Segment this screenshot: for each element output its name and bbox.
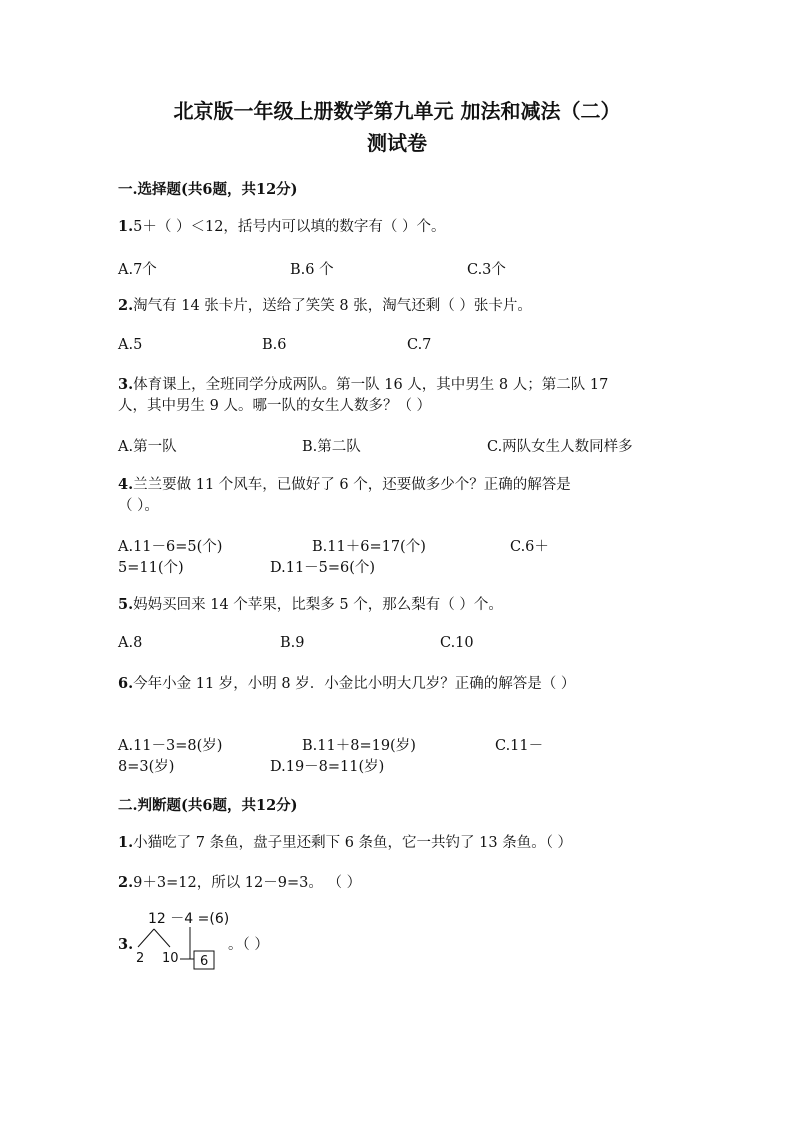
branch-line-right [154,929,170,947]
option-c: C.两队女生人数同样多 [487,439,633,455]
option-b: B.第二队 [302,439,361,455]
question-text: 5＋（ ）＜12，括号内可以填的数字有（ ）个。 [133,219,446,235]
question-number: 1. [118,218,134,235]
option-b: B.6 个 [290,262,334,278]
page-subtitle: 测试卷 [367,131,427,155]
question-text: 体育课上，全班同学分成两队。第一队 16 人，其中男生 8 人；第二队 17 [133,377,609,393]
diagram-right-part: 10 [162,951,179,966]
page-title: 北京版一年级上册数学第九单元 加法和减法（二） [173,99,621,123]
option-d: D.11－5=6(个) [270,560,376,576]
question-text: 兰兰要做 11 个风车，已做好了 6 个，还要做多少个？正确的解答是 [133,477,571,493]
question-5 [118,594,503,616]
diagram-top-expression: 12 －4 =(6) [148,911,230,927]
option-c: C.11－ [495,738,544,754]
section-heading-judgement: 二.判断题(共6题，共12分) [118,797,298,814]
judge-question-1 [118,832,572,854]
option-c: C.3个 [467,262,506,278]
option-a: A.7个 [118,262,157,278]
question-number: 6. [118,675,134,692]
question-number: 5. [118,596,134,613]
option-c: C.6＋ [510,539,549,555]
option-b: B.11＋8=19(岁) [302,738,416,754]
question-3-line2: 人，其中男生 9 人。哪一队的女生人数多？（ ） [118,398,432,414]
question-1 [118,216,446,238]
question-number: 3. [118,376,134,393]
option-b: B.11＋6=17(个) [312,539,426,555]
question-text: 妈妈买回来 14 个苹果，比梨多 5 个，那么梨有（ ）个。 [133,597,503,613]
option-c-cont: 8=3(岁) [118,759,175,775]
question-number: 2. [118,874,134,891]
option-a: A.第一队 [118,439,177,455]
question-3 [118,374,608,396]
question-text: 淘气有 14 张卡片，送给了笑笑 8 张，淘气还剩（ ）张卡片。 [133,298,532,314]
option-d: D.19－8=11(岁) [270,759,385,775]
question-4 [118,474,571,496]
question-text: 。（ ） [228,937,269,953]
judge-question-3 [118,905,418,975]
branch-line-left [138,929,154,947]
question-number: 4. [118,476,134,493]
option-b: B.6 [262,337,287,353]
option-a: A.11－3=8(岁) [118,738,223,754]
judge-question-2 [118,872,361,894]
section-heading-choice: 一.选择题(共6题，共12分) [118,181,298,198]
question-text: 9＋3=12，所以 12－9=3。 （ ） [133,875,362,891]
question-4-line2: （ ）。 [118,498,159,514]
question-number: 3. [118,936,134,953]
result-box-value: 6 [200,954,209,969]
question-text: 小猫吃了 7 条鱼，盘子里还剩下 6 条鱼，它一共钓了 13 条鱼。（ ） [133,835,573,851]
option-c: C.7 [407,337,432,353]
option-c-cont: 5=11(个) [118,560,184,576]
question-number: 1. [118,834,134,851]
option-a: A.11－6=5(个) [118,539,223,555]
question-text: 今年小金 11 岁，小明 8 岁．小金比小明大几岁？正确的解答是（ ） [133,676,576,692]
option-a: A.5 [118,337,143,353]
subtraction-diagram [118,905,418,975]
option-b: B.9 [280,635,305,651]
option-a: A.8 [118,635,143,651]
diagram-left-part: 2 [136,951,145,966]
question-6 [118,673,575,695]
question-number: 2. [118,297,134,314]
option-c: C.10 [440,635,474,651]
question-2 [118,295,532,317]
